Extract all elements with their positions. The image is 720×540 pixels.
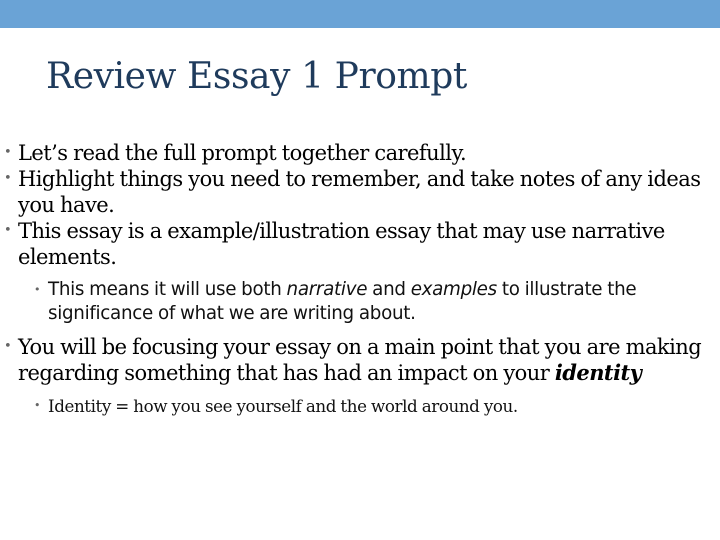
bullet-item <box>0 334 710 386</box>
sub-bullet-text: This means it will use both <box>48 279 287 300</box>
italic-narrative: narrative <box>286 279 368 300</box>
bullet-item: • This essay is a example/illustration essay that may use narrative elements. <box>0 218 710 270</box>
bullet-item: • Highlight things you need to remember, and take notes of any ideas you have. <box>0 166 710 218</box>
slide-top-bar <box>0 0 720 28</box>
identity-emphasis: identity <box>554 360 642 385</box>
slide-title: Review Essay 1 Prompt <box>46 56 467 97</box>
sub-bullet-text: to illustrate the significance of what we are writing about. <box>48 279 637 324</box>
bullet-text: You will be focusing your essay on a main point that you are making regarding something that has had an impact on your <box>18 335 702 385</box>
slide-body <box>0 140 710 426</box>
bullet-item: • Let’s read the full prompt together carefully. <box>0 140 710 166</box>
bullet-list <box>0 140 710 270</box>
sub-bullet-item <box>0 278 710 326</box>
sub-bullet-text: and <box>367 279 411 300</box>
sub-bullet-list <box>0 278 710 326</box>
bullet-list <box>0 334 710 386</box>
sub-bullet-item: • Identity = how you see yourself and the world around you. <box>0 394 710 418</box>
italic-examples: examples <box>410 279 497 300</box>
sub-bullet-list <box>0 394 710 418</box>
